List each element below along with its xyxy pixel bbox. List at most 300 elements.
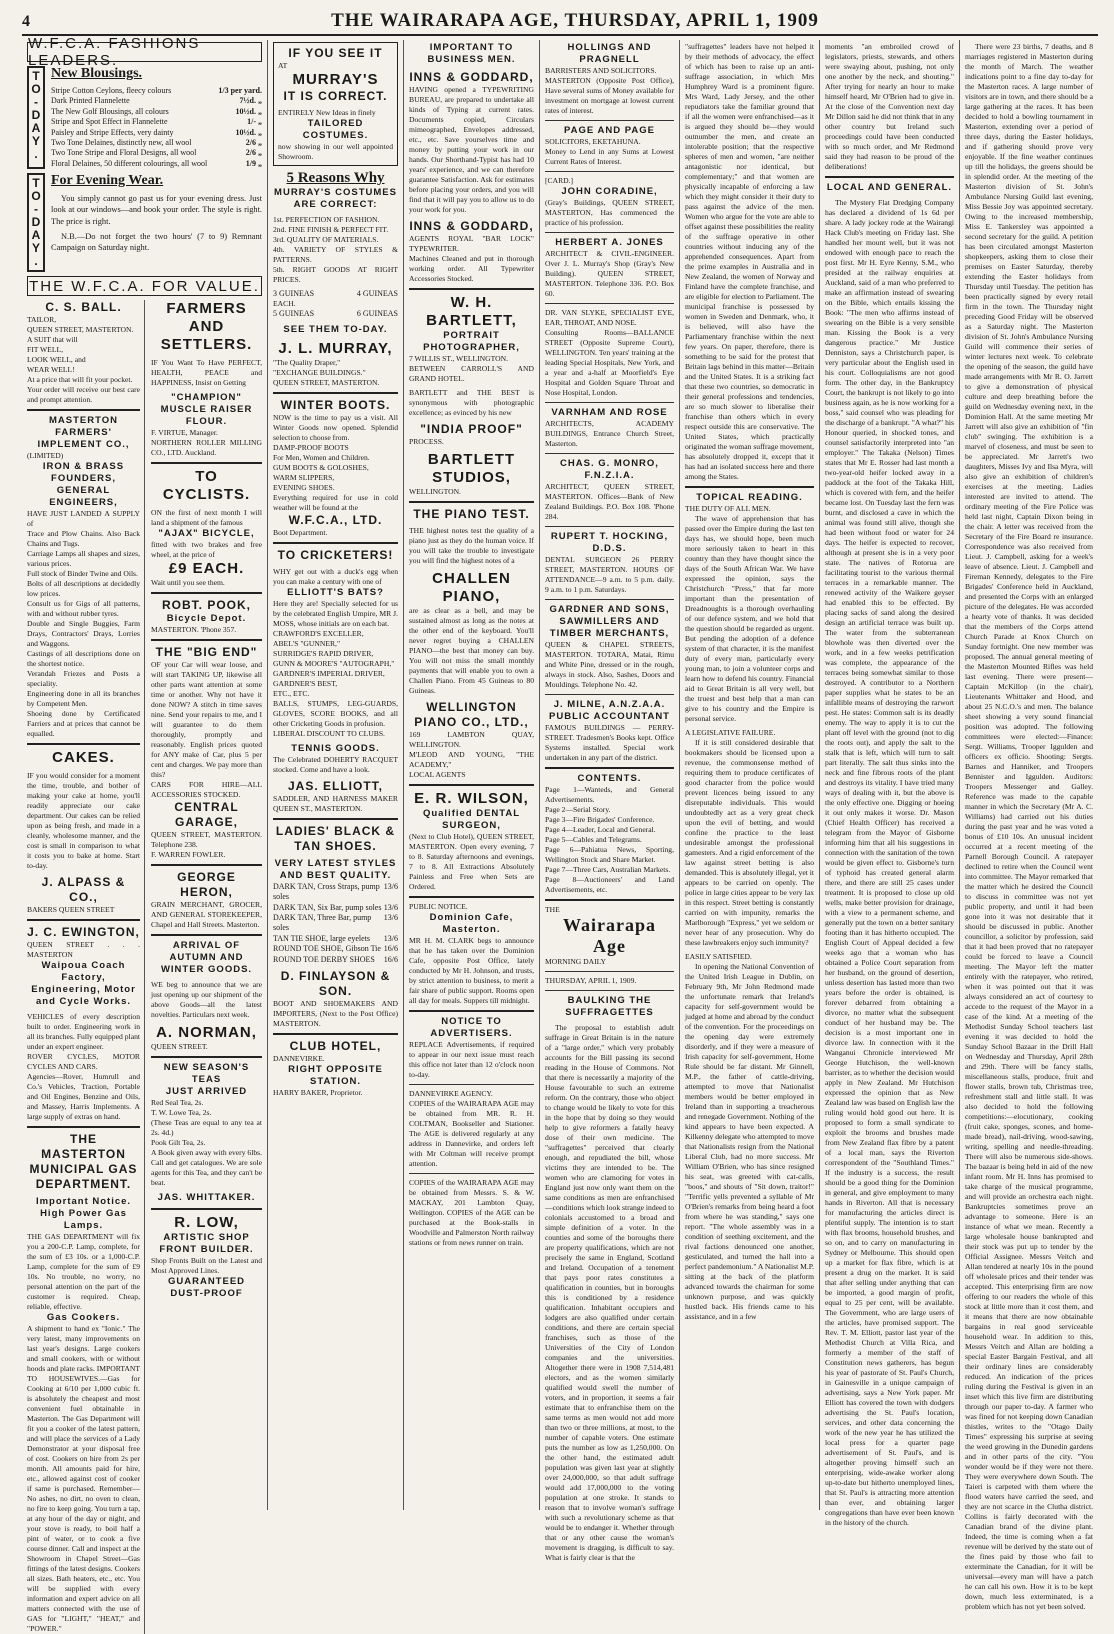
text-block: COPIES of the WAIRARAPA AGE may be obtained from Messrs. S. & W. MACKAY, 201 Lambton Quay, Wellington. COPIES of the AGE can be purchased at the Book-stalls in Woodville and Palmerston North railway stations or from news runner on train. xyxy=(409,1178,534,1247)
text-block: WE beg to announce that we are just opening up our shipment of the above Goods—all the latest novelties. Particulars next week. xyxy=(151,980,262,1020)
text-block: D xyxy=(31,108,41,122)
text-block: DANNEVIRKE. xyxy=(273,1054,325,1064)
text-block: Gas Cookers. xyxy=(46,1312,121,1324)
nb-text: N.B.—Do not forget the two hours' (7 to 9) Remnant Campaign on Saturday night. xyxy=(51,231,262,253)
divider xyxy=(545,171,674,172)
text-block: ARCHITECT, QUEEN STREET, MASTERTON. Offices—Bank of New Zealand Buildings. P.O. Box 108. 'Phone 284. xyxy=(545,482,674,521)
column-7 xyxy=(960,40,1098,1611)
divider xyxy=(685,486,814,488)
today-vertical xyxy=(27,66,45,169)
text-block: DARK TAN, Cross Straps, pump soles xyxy=(273,881,380,902)
text-block: 13/6 xyxy=(383,881,398,891)
text-block: Floral Delaines, 50 different colourings, all wool xyxy=(51,158,208,168)
text-block: GUARANTEED DUST-PROOF xyxy=(167,1276,246,1300)
text-block: 13/6 xyxy=(383,933,398,943)
text-block: £9 EACH. xyxy=(168,560,245,578)
text-block: 1/9 „ xyxy=(245,158,262,168)
leader-heading: BAULKING THE SUFFRAGETTES xyxy=(565,995,654,1018)
text-block: A SUIT that will xyxy=(27,335,78,345)
divider xyxy=(27,743,140,745)
text-block: The New Golf Blousings, all colours xyxy=(51,106,169,116)
text-block: "INDIA PROOF" xyxy=(420,422,523,436)
text-block: 5 GUINEAS xyxy=(273,309,315,319)
divider xyxy=(27,919,140,921)
teas-title: NEW SEASON'S TEAS xyxy=(163,1062,250,1086)
text-block: FIT WELL, xyxy=(27,345,63,355)
text-block: MURRAY'S COSTUMES ARE CORRECT: xyxy=(274,187,397,210)
divider xyxy=(409,1010,534,1012)
text-block: Page 2—Serial Story. xyxy=(545,805,611,814)
murray-name: J. L. MURRAY, xyxy=(278,339,393,357)
text-block: HAVE JUST LANDED A SUPPLY of xyxy=(27,509,140,529)
text-block: QUEEN STREET, MASTERTON. xyxy=(273,377,380,387)
text-block: DAMP-PROOF BOOTS xyxy=(273,442,349,452)
text-block: DR. VAN SLYKE, SPECIALIST EYE, EAR, THROAT, AND NOSE. xyxy=(545,308,674,327)
text-block: O xyxy=(31,82,41,96)
topical-heading: TOPICAL READING. xyxy=(696,492,803,503)
price-line xyxy=(51,128,262,138)
shoe-line xyxy=(273,955,398,965)
text-block: F. VIRTUE, Manager. xyxy=(151,428,218,438)
text-block: BOOT AND SHOEMAKERS AND IMPORTERS, (Next to the Post Office) MASTERTON. xyxy=(273,999,398,1029)
text-block: T. W. Lowe Tea, 2s. xyxy=(151,1108,212,1118)
divider xyxy=(151,462,262,464)
text-block: Y xyxy=(31,241,40,256)
text-block: Two Tone Delaines, distinctly new, all wool xyxy=(51,138,192,148)
cakes-title: CAKES. xyxy=(52,749,115,767)
text-block: Here they are! Specially selected for us by the celebrated English Umpire, MR J. MOSS, whose initials are on each bat. xyxy=(273,598,398,628)
divider xyxy=(825,176,954,178)
settlers-title: FARMERS AND SETTLERS. xyxy=(160,300,253,354)
text-block: ETC., ETC. xyxy=(273,688,310,698)
text-block: BARRISTERS AND SOLICITORS. xyxy=(545,66,657,75)
hollings-name: HOLLINGS AND PRAGNELL xyxy=(567,42,652,65)
text-block: CENTRAL GARAGE, xyxy=(174,800,239,830)
shoe-line xyxy=(273,882,398,903)
wilson-name: E. R. WILSON, xyxy=(414,790,529,807)
text-block: WELLINGTON. xyxy=(409,487,461,496)
ball-name: C. S. BALL. xyxy=(45,300,122,315)
text-block: GUNN & MOORE'S "AUTOGRAPH," xyxy=(273,658,395,668)
big-end-title: THE "BIG END" xyxy=(155,645,258,660)
text-block: 13/6 xyxy=(383,902,398,912)
text-block: Boot Department. xyxy=(273,527,328,537)
text-block: D xyxy=(31,215,41,230)
text-block: SOLICITORS, EKETAHUNA. xyxy=(545,137,641,146)
text-block: VERY LATEST STYLES AND BEST QUALITY. xyxy=(274,857,397,881)
text-block: 2/6 „ xyxy=(245,138,262,148)
divider xyxy=(273,392,398,394)
text-block: Consulting Rooms—BALLANCE STREET (Opposite Supreme Court), WELLINGTON. Ten years' training at the leading Special Hospitals, New York, and a year and a-half at Moorfield's Eye Hospital and Golden Square Throat and Nose Hospital, London. xyxy=(545,328,674,397)
paper-title: THE WAIRARAPA AGE, THURSDAY, APRIL 1, 1909 xyxy=(331,10,819,31)
reasons-title: 5 Reasons Why xyxy=(286,170,385,186)
text-block: Page 5—Cables and Telegrams. xyxy=(545,835,642,844)
text-block: REPLACE Advertisements, if required to appear in our next issue must reach this office not later than 12 o'clock noon to-day. xyxy=(409,1040,534,1079)
text-block: Consult us for Gigs of all patterns, with and without rubber tyres. xyxy=(27,599,140,619)
text-block: (These Teas are equal to any tea at 2s. 4d.) xyxy=(151,1118,262,1138)
text-block: ARCHITECTS, ACADEMY BUILDINGS, Entrance Church Street, Masterton. xyxy=(545,419,674,448)
text-block: MURRAY'S xyxy=(292,71,379,88)
divider xyxy=(545,303,674,304)
text-block: PROCESS. xyxy=(409,437,444,446)
column-2 xyxy=(268,40,404,1510)
text-block: Page 8—Auctioneers' and Land Advertisements, etc. xyxy=(545,875,674,894)
text-block: Double and Single Buggies, Farm Drays, Contractors' Drays, Lorries and Waggons. xyxy=(27,619,140,649)
text-block: IF you would consider for a moment the time, trouble, and bother of making your cake at home, you'll readily appreciate our cake department. Our cakes can be relied upon as being fresh, and made in a cleanly, wholesome manner, and the cost is small in comparison to what it costs you to bake at home. Start to-day. xyxy=(27,771,140,871)
notice-advertisers: NOTICE TO ADVERTISERS. xyxy=(430,1016,513,1039)
divider xyxy=(409,1084,534,1085)
text-block: At a price that will fit your pocket. xyxy=(27,375,133,385)
text-block: HARRY BAKER, Proprietor. xyxy=(273,1088,363,1098)
low-name: R. LOW, xyxy=(174,1214,239,1232)
shoe-line xyxy=(273,913,398,934)
blousings-ad xyxy=(27,66,262,169)
text-block: 6 GUINEAS xyxy=(356,309,398,319)
wfca-value-banner: THE W.F.C.A. FOR VALUE. xyxy=(27,276,262,296)
text-block: Page 7—Three Cars, Australian Markets. xyxy=(545,865,671,874)
text-block: Red Seal Tea, 2s. xyxy=(151,1098,204,1108)
text-block: 4th. VARIETY OF STYLES & PATTERNS. xyxy=(273,245,398,264)
finlayson-name: D. FINLAYSON & SON. xyxy=(280,969,391,999)
text-block: A shipment to hand ex "Ionic." The very latest, many improvements on last year's designs. Large cookers and small cookers, with or without hoods and plate racks. IMPORTANT TO HOUSEWIVES.—Gas for Cooking at 6/10 per 1,000 cubic ft. is absolutely the cheapest and most convenient fuel obtainable in Masterton. The Gas Department will fit you a cooker of the latest pattern, and will place the services of a Lady Demonstrator at your disposal free of cost. Cookers on hire from 2s per month. All amounts paid for hire, etc., allowed against cost of cooker if same is purchased. Remember—No ashes, no dirt, no oven to clean, no fire to keep going. You turn a tap, at any hour of the day or night, and your stove is ready, to boil half a pint of water, or to cook a five course dinner. Call and inspect at the Showroom in Chapel Street—Gas fittings of the latest designs. Cookers all sizes. Bath heaters, etc., etc. You will be supplied with every information and expert advice on all matters connected with the use of GAS for "LIGHT," "HEAT," and "POWER." xyxy=(27,1324,140,1634)
divider xyxy=(545,899,674,901)
divider xyxy=(151,1208,262,1210)
autumn-title: ARRIVAL OF AUTUMN AND WINTER GOODS. xyxy=(160,940,253,976)
text-block: Important Notice. xyxy=(35,1196,132,1208)
text-block: 3 GUINEAS xyxy=(273,289,315,298)
murray-ad xyxy=(273,42,398,166)
text-block: [CARD.] xyxy=(545,176,574,185)
divider xyxy=(151,934,262,936)
text-block: T xyxy=(32,176,40,191)
text-block: WEAR WELL! xyxy=(27,365,75,375)
text-block: (LIMITED) xyxy=(27,451,64,461)
text-block: Shoeing done by Certificated Farriers and at prices that cannot be equalled. xyxy=(27,709,140,739)
text-block: IRON & BRASS FOUNDERS, xyxy=(42,461,125,485)
divider xyxy=(273,818,398,820)
bartlett-studios: BARTLETT STUDIOS, xyxy=(427,451,516,486)
text-block: Your order will receive our best care and prompt attention. xyxy=(27,385,140,405)
text-block: Paisley and Stripe Effects, very dainty xyxy=(51,127,174,137)
local-general-heading: LOCAL AND GENERAL. xyxy=(826,182,953,193)
text-block: 2/6 „ xyxy=(245,148,262,158)
text-block: INNS & GODDARD, xyxy=(409,70,534,84)
text-block: Shop Fronts Built on the Latest and Most Approved Lines. xyxy=(151,1256,262,1276)
text-block: AT xyxy=(278,61,288,70)
leader-continued: "suffragettes" leaders have not helped it by their methods of advocacy, the effect of which has been to raise up an anti-suffrage association, in which Mrs Humphrey Ward is a prominent figure. Mrs Ward, Lady Jersey, and the other repudiators take the familiar ground that if all the women were enfranchised—as it is argued they should be—they would outnumber the men, and create an intolerable position; that the respective spheres of men and women, "are neither antagonistic nor identical, but complementary;" and that women are physically incapable of enforcing a law which they might consider it their duty to pass against the advice of the men. Women who argue for the vote are able to offset against these possibilities the reality of the suffrage operative in other countries without inducing any of the apprehended consequences. Apart from the prime examples in Australia and in New Zealand, the women of Norway and Finland have the complete franchise, and are eligible for election to Parliament. The municipal franchise is possessed by women in Sweden and Denmark, who, it is believed, will also have the Parliamentary franchise within the next few years. On paper, therefore, there is something to be said for the protest that Britain lags behind in this matter—Britain and the United States. It is a striking fact that these two countries, so democratic in their general professions and tendencies, are so much slower to liberalise their franchise than others which in every respect outside this are conservative. The United States, which practically originated the woman suffrage movement, has absolutely dropped it, except that it has had an isolated success here and there among the States. xyxy=(685,42,814,481)
divider xyxy=(409,288,534,290)
divider xyxy=(545,526,674,527)
divider xyxy=(545,767,674,769)
text-block: GARDNER AND SONS, SAWMILLERS AND TIMBER MERCHANTS, xyxy=(549,604,670,639)
wellington-piano: WELLINGTON PIANO CO., LTD., xyxy=(414,700,529,729)
text-block: RUPERT T. HOCKING, D.D.S. xyxy=(550,531,669,554)
text-block: CRAWFORD'S EXCELLER, xyxy=(273,628,364,638)
text-block: LIBERAL DISCOUNT TO CLUBS. xyxy=(273,728,385,738)
winter-boots-title: WINTER BOOTS. xyxy=(280,397,391,412)
text-block: BAKERS QUEEN STREET xyxy=(27,905,115,915)
shoe-line xyxy=(273,903,398,913)
divider xyxy=(409,896,534,898)
text-block: 5th. RIGHT GOODS AT RIGHT PRICES. xyxy=(273,265,398,284)
text-block: PAGE AND PAGE xyxy=(564,125,655,136)
text-block: BARTLETT and THE BEST is synonymous with photographic excellence; as evinced by his new xyxy=(409,388,534,417)
text-block: A xyxy=(31,121,41,135)
text-block: Stripe and Spot Effect in Flannelette xyxy=(51,117,168,127)
text-block: Trace and Plow Chains. Also Back Chains and Tugs. xyxy=(27,529,140,549)
divider xyxy=(545,971,674,972)
text-block: ENTIRELY New Ideas in finely xyxy=(278,108,376,117)
text-block: 1st. PERFECTION OF FASHION. xyxy=(273,215,380,224)
text-block: ARTISTIC SHOP FRONT BUILDER. xyxy=(159,1232,254,1256)
divider xyxy=(545,453,674,454)
text-block: IF YOU SEE IT xyxy=(288,46,383,60)
text-block: WHY get out with a duck's egg when you can make a century with one of xyxy=(273,566,398,586)
text-block: Wait until you see them. xyxy=(151,578,225,588)
pook-name: ROBT. POOK, xyxy=(161,598,251,613)
text-block: "AJAX" BICYCLE, xyxy=(158,528,255,540)
text-block: The Celebrated DOHERTY RACQUET stocked. Come and have a look. xyxy=(273,754,398,774)
text-block: JUST ARRIVED xyxy=(165,1086,248,1098)
text-block: 7 WILLIS ST., WELLINGTON. xyxy=(409,354,508,363)
text-block: Engineering done in all its branches by Competent Men. xyxy=(27,689,140,709)
text-block: JAS. WHITTAKER. xyxy=(157,1192,256,1204)
text-block: "EXCHANGE BUILDINGS." xyxy=(273,367,366,377)
text-block: EVENING SHOES. xyxy=(273,482,335,492)
text-block: . xyxy=(34,254,38,269)
text-block: Castings of all descriptions done on the shortest notice. xyxy=(27,649,140,669)
text-block: Waipoua Coach Factory, Engineering, Motor and Cycle Works. xyxy=(31,960,136,1008)
gas-title: THE MASTERTON MUNICIPAL GAS DEPARTMENT. xyxy=(29,1132,138,1192)
text-block: THE DUTY OF ALL MEN. xyxy=(685,504,771,513)
text-block: Full stock of Binder Twine and Oils. xyxy=(27,569,138,579)
divider xyxy=(273,542,398,544)
divider xyxy=(151,592,262,594)
price-line xyxy=(51,117,262,127)
text-block: Qualified DENTAL SURGEON, xyxy=(422,808,521,831)
shoe-line xyxy=(273,944,398,954)
text-block: QUEEN STREET, MASTERTON. xyxy=(27,325,134,335)
contents-title: CONTENTS. xyxy=(577,773,642,784)
text-block: MASTERTON. 'Phone 357. xyxy=(151,625,237,635)
text-block: M'LEOD AND YOUNG, "THE ACADEMY," xyxy=(409,750,534,769)
text-block: Two Tone Stripe and Floral Designs, all wool xyxy=(51,148,197,158)
text-block: DARK TAN, Six Bar, pump soles xyxy=(273,902,382,912)
text-block: Carriage Lamps all shapes and sizes, various prices. xyxy=(27,549,140,569)
text-block: fitted with two brakes and free wheel, at the price of xyxy=(151,540,262,560)
text-block: 1/- „ xyxy=(247,117,262,127)
text-block: GARDNER'S IMPERIAL DRIVER, xyxy=(273,668,385,678)
column-3 xyxy=(404,40,540,1510)
evening-wear-heading: For Evening Wear. xyxy=(51,173,164,189)
cyclists-title: TO CYCLISTS. xyxy=(162,468,251,504)
text-block: are as clear as a bell, and may be sustained almost as long as the notes at the other end of the keyboard. You'll never regret buying a CHALLEN PIANO—the best that money can buy. You will not miss the small monthly payments that will enable you to own a Challen Piano. From 45 Guineas to 80 Guineas. xyxy=(409,606,534,695)
text-block: PUBLIC ACCOUNTANT xyxy=(549,711,670,722)
text-block: DARK TAN, Three Bar, pump soles xyxy=(273,913,372,933)
text-block: ABEL'S "GUNNER," xyxy=(273,638,341,648)
text-block: FAMOUS BUILDINGS — PERRY-STREET. Tradesmen's Books kept. Office Systems installed. Special work undertaken in any part of the district. xyxy=(545,723,674,762)
wfca-banner: W.F.C.A. FASHIONS LEADERS. xyxy=(27,42,262,62)
text-block: QUEEN & CHAPEL STREETS, MASTERTON. TOTARA, Matai, Rimu and White Pine, dressed or in the rough, always in stock. Also, Sashes, Doors and Mouldings. Telephone No. 42. xyxy=(545,640,674,689)
price-line xyxy=(51,107,262,117)
text-block: DENTAL SURGEON 26 PERRY STREET, MASTERTON. HOURS OF ATTENDANCE—9 a.m. to 5 p.m. daily. 9 a.m. to 1 p.m. Saturdays. xyxy=(545,555,674,594)
text-block: THE highest notes test the quality of a piano just as they do the human voice. If you will take the trouble to investigate you will find the highest notes of a xyxy=(409,526,534,565)
text-block: 13/6 xyxy=(383,913,398,923)
text-block: T xyxy=(32,69,40,83)
text-block: 10½d. „ xyxy=(235,106,262,116)
text-block: SADDLER, AND HARNESS MAKER QUEEN ST., MASTERTON. xyxy=(273,793,398,813)
text-block: Pook Gilt Tea, 2s. xyxy=(151,1138,206,1148)
masthead xyxy=(22,10,1098,36)
heron-name: GEORGE HERON, xyxy=(177,870,236,900)
leader-text: The proposal to establish adult suffrage in Great Britain is in the nature of a "large order," which very probably accounts for the Bill passing its second reading in the House of Commons. Not that there is necessarily a majority of the House favourable to such an extreme reform. On the contrary, those who object to change would be likely to vote for this in the hope that by doing so they would help to give reformers a fatally heavy dose of their own medicine. The "suffragettes" perceived that clearly enough, and repudiated the bill, whose victims they are intended to be. The women who are clamoring for votes in England just now only want them on the same conditions as men are enfranchised—conditions which look strange indeed to colonials accustomed to a broad and simple definition of a voter. In the counties and some of the boroughs there are property qualifications, which are not precisely the same in England, Scotland and Ireland. Occupation of a tenement that pays poor rates constitutes a qualification in counties, but in boroughs this is conditioned by a residence qualification. Inhabitant occupiers and lodgers are also qualified under certain conditions, and there are certain special franchises, such as those of the Universities of the City of London companies and the universities. Altogether there were in 1908 7,514,481 electors, and as the women similarly qualified would swell the number of voters, and in proportion, it seems a fair estimate that to enfranchise them on the same terms as men would not add more than two or three millions, at most, to the number of capable voters. One estimate puts the number as low as 1,250,000. On the other hand, the estimated adult population was given last year at slightly over 24,000,000, so that adult suffrage would add 17,000,000 to the voting population at one stroke. It stands to reason that to involve woman's suffrage with such a revolutionary scheme as that would be to endanger it. Whether through that or any other cause the woman's movement is dragging, is difficult to say. What is fairly clear is that the xyxy=(545,1023,674,1562)
text-block: BETWEEN CARROLL'S AND GRAND HOTEL. xyxy=(409,364,534,383)
text-block: TAILORED COSTUMES. xyxy=(302,118,369,141)
alpass-name: J. ALPASS & CO., xyxy=(41,875,126,905)
column-1 xyxy=(22,35,268,1634)
text-block: For Men, Women and Children. xyxy=(273,452,370,462)
divider xyxy=(409,1173,534,1174)
text-block: CHAS. G. MONRO, F.N.Z.I.A. xyxy=(560,458,659,481)
text-block: The wave of apprehension that has passed over the Empire during the last ten days has, we should hope, been much more seriously taken to heart in this country than they have thought since the days of the South African War. We have expressed the opinion, says the Christchurch "Press," that far more important than the presentation of Dreadnoughts is a thorough overhauling of our defence system, and we hold that the question should be regarded as urgent. But pending the adoption of a defence system of that character, it is the manifest duty of every man, particularly every young man, to join a volunteer corps and learn how to defend his country. Financial aid to Great Britain is all very well, but the truest and best help that a man can give to his country and the Empire is personal service. xyxy=(685,514,814,723)
local-news-continued: There were 23 births, 7 deaths, and 8 marriages registered in Masterton during the month of March. The weather indications point to a fine day to-day for the Masterton races. A large number of visitors are in town, and there should be a large gathering at the races. It has been decided to hold a bowling tournament in Masterton, extending over a period of three days, during the Easter holidays, and if gathering should prove very enjoyable. If the fine weather continues up till the holidays, the greens should be in splendid order. At the meeting of the Masterton division of St. John's Ambulance Nursing Guild last evening, Miss Bessie Joy was appointed secretary. Owing to the increased membership, Miss E. Tankersley was appointed a second secretary for the guild. A petition has been circulated amongst Masterton shopkeepers, asking them to close their premises on Easter Saturday, thereby extending the Easter holidays from Thursday until Tuesday. The petition has been practically signed by every retail firm in the town. The Thursday night preceding Good Friday will be observed as a Saturday night. The Masterton division of St. John's Ambulance Nursing Guild will commence their series of winter lectures next week. To celebrate the opening of the season, the guild have made arrangements with Mr R. O. Jarrett to give a demonstration of physical culture and deep breathing before the guild on Wednesday evening next, in the Dominion Hall. At the same meeting Mr Jarrett will also give an exhibition of "fin club" swinging. The exhibition is a marvel of closeness, and must be seen to be appreciated. Mr Jarrett's two daughters, Misses Ivy and Ilsa Myra, will also give an exhibition of children's exercises at the meeting. Ladies interested are invited to attend. The ordinary meeting of the Fire Police was held last night, Captain Dixon being in the chair. A letter was received from the Secretary of the Fire Board re insurance. Correspondence was also received from Lieut. J. Campbell, asking for a week's leave of absence. Lieut. J. Campbell and Fireman Kennedy, delegates to the Fire Brigades' Conference held in Auckland, and presented the Corps with an enlarged picture of the delegates. He was accorded a hearty vote of thanks. It was decided that the members of the Corps attend Church Parade at Knox Church on Sunday fortnight. One new member was proposed. The annual general meeting of the Masterton Mounted Rifles was held last evening. There were present—Captain McKillop (in the chair), Lieutenants Whittaker and Hood, and about 25 N.C.O.'s and men. The balance sheet showing a very sound financial position was adopted. The following committees were elected:—Finance: Sergt. Williams, Trooper Iggulden and officers ex officio. Shooting: Sergts. Barnes and Hanniker, and Troopers Bennister and Iggulden. Auditors: Troopers Messenger and Galley. Reference was made to the capable manner in which the Secretary (Mr A. C. Williams) had carried out his duties during the past year and he was voted a bonus of £10 10s. An unusual incident occurred at a recent meeting of the Parnell Borough Council. A ratepayer declined to retire when the Council went into committee. The Mayor remarked that the matter which he desired the Council to discuss in committee was not yet public property, and until it had been gone into it was not desirable that it should be discussed in public. Another councillor, a solicitor by profession, said that it had been proved that no ratepayer could be forced to leave a Council meeting. The Mayor left the matter entirely with the ratepayer, who retired, when it was pointed out that it was always considered an act of courtesy to accede to the request of the Mayor in a case of the kind. At a meeting of the Methodist Sunday School teachers last evening it was decided to hold the Sunday School Bazaar in the Drill Hall on Wednesday and Thursday, April 28th and 29th. There will be fancy stalls, miscellaneous stalls, produce, fruit and flower stalls, brown tub, Christmas tree, refreshment stall and little stall. It was also decided to hold the following competitions:—elocutionary, cooking (fruit cake, sponges, scones, and home-made bread), nail-driving, wood-sawing, writing, spelling and needle-threading. There will also be numerous side-shows. The bazaar is being held in aid of the new infant room. Mr H. Inns has promised to take charge of the musical programme, and will provide an orchestra each night. Bankruptcies sometimes prove an advantage to someone. Here is an instance of what we mean. Recently a large wholesale house bankrupted and their stock was put up to tender by the Official Assignee. Messrs Veitch and Allan tendered at nearly 10s in the pound off wholesale prices and their tender was accepted. This enterprising firm are now offering to our readers the whole of this stock at little more than it cost them, and it means that there are now obtainable bargains in real good serviceable household wear. In addition to this, Messrs Veitch and Allan are holding a special Easter Bargain Festival, and all their ordinary lines are considerably reduced. An indication of the prices ruling during the Festival is given in an inset which this live firm are distributing through our paper to-day. A farmer who was fined for not keeping down Canadian thistles, writes to the "Otago Daily Times" expressing his surprise at seeing the weed growing in the Dunedin gardens and in other parts of the city. "You wonder would be if they were not there. They were everywhere down South. The Taieri is carpeted with them where the flood waters have carried the seed, and they are not scarce in the Clutha district. Collins is fairly decorated with the Canadian brand of the divine plant. Indeed, the time is coming when a fat revenue will be derived by the state out of the fines paid by those who fail to exterminate the Canadian, for it will be universal—every man will have a patch he can call his own. How it is to be kept down, much less exterminated, is a problem which has not yet been solved. xyxy=(965,42,1093,1611)
text-block: Bicycle Depot. xyxy=(166,613,247,625)
price-line xyxy=(51,159,262,169)
text-block: THE GAS DEPARTMENT will fix you a 200-C.P. Lamp, complete, for the sum of £3 10s. or a 1,000-C.P. Lamp, complete for the sum of £9 10s. No trouble, no worry, no personal attention on the part of the customer is required. Cheap, reliable, effective. xyxy=(27,1232,140,1312)
divider xyxy=(151,864,262,866)
text-block: PORTRAIT PHOTOGRAPHER, xyxy=(423,330,520,353)
text-block: CARS FOR HIRE—ALL ACCESSORIES STOCKED. xyxy=(151,780,262,800)
text-block: WARM SLIPPERS, xyxy=(273,472,335,482)
divider xyxy=(409,501,534,503)
text-block: NORTHERN ROLLER MILLING CO., LTD. Auckland. xyxy=(151,438,262,458)
text-block: ON the first of next month I will land a shipment of the famous xyxy=(151,508,262,528)
text-block: ARCHITECT & CIVIL-ENGINEER. Over J. L. Murray's Shop (Gray's New Building). QUEEN STREET, MASTERTON. Telephone 336. P.O. Box 60. xyxy=(545,249,674,298)
text-block: ELLIOTT'S BATS? xyxy=(287,586,384,598)
text-block: QUEEN STREET. xyxy=(151,1042,208,1052)
text-block: SURRIDGE'S RAPID DRIVER, xyxy=(273,648,374,658)
price-line xyxy=(51,96,262,106)
text-block: 7½d. „ xyxy=(239,96,262,106)
divider xyxy=(545,694,674,695)
text-block: Page 1—Wanteds, and General Advertisements. xyxy=(545,785,674,804)
shoe-line xyxy=(273,934,398,944)
text-block: AGENTS ROYAL "BAR LOCK" TYPEWRITER. xyxy=(409,234,534,253)
text-block: 2nd. FINE FINISH & PERFECT FIT. xyxy=(273,225,389,234)
ladies-shoes-title: LADIES' BLACK & TAN SHOES. xyxy=(275,823,396,853)
text-block: Stripe Cotton Ceylons, fleecy colours xyxy=(51,86,172,95)
text-block: HERBERT A. JONES xyxy=(555,237,664,248)
text-block: COPIES of the WAIRARAPA AGE may be obtained from MR. R. H. COLTMAN, Bookseller and Stationer. The AGE is delivered regularly at any address in Dannevirke, and orders left with Mr Coltman will receive prompt attention. xyxy=(409,1099,534,1168)
text-block: Money to Lend in any Sums at Lowest Current Rates of Interest. xyxy=(545,147,674,166)
dominion-cafe: Dominion Cafe, Masterton. xyxy=(429,912,514,935)
business-title: IMPORTANT TO BUSINESS MEN. xyxy=(427,42,516,65)
text-block: A LEGISLATIVE FAILURE. xyxy=(685,728,776,737)
text-block: ROUND TOE SHOE, Gibson Tie xyxy=(273,944,381,954)
evening-wear-text: You simply cannot go past us for your evening dress. Just look at our windows—and book your order. The style is right. The price is right. xyxy=(51,194,262,226)
text-block: F. WARREN FOWLER. xyxy=(151,850,226,860)
text-block: TAILOR, xyxy=(27,315,57,325)
club-hotel-name: CLUB HOTEL, xyxy=(289,1039,382,1054)
text-block: The Mystery Flat Dredging Company has declared a dividend of 1s 6d per share. A lady jockey rode at the Wairangi Hack Club's meeting on Friday last. She handled her mount well, but it was not endowed with enough pace to reach the post first. Mr H. Eyre Kenny, S.M., who presided at the railway enquiries at Auckland, said of a man who preferred to make an affirmation instead of swearing on the Bible, which entails kissing the Book: "The men who affirms instead of swearing on the Bible is a very sensible man. Kissing the Book is a very dangerous practice." Mr Justice Denniston, says a Christchurch paper, is very particular about the English used in his court. Colloquialisms are not good form. The other day, in the Bankruptcy Court, the bankrupt is not likely to go into business again, as he is now working for a boss," said counsel who was pleading for the discharge of a bankrupt. "A what?" his Honour queried, in shocked tones, and counsel satisfactorily interpreted into "an employer." The Takaka (Nelson) Times states that Mr E. Rosser had last month a two-year-old heifer locked away in a paddock at the foot of the Takaka Hill, which is covered with fern, and the heifer became lost. On Tuesday last the fern was burnt, and disclosed a cave in which the animal was found still alive, though she had been without food or water for 24 days. The heifer is expected to recover, although at present she is in a very poor state. The natives of Rotorua are facilitating tourist to the various thermal terraces in a remarkable manner. The renewed activity of the Waikere geyser had enabled this to be effected. By placing sacks of sand along the desired design an artificial terrace was built up. The water from the subterranean blowhole was then diverted over the work, and in a few weeks petrification was complete, the appearance of the terraces being somewhat similar to those destroyed. A contributor to a Northern paper supplies what he states to be an infallible means of destroying the rarwort pest. He states: Common salt is its deadly enemy. The way to apply it is to cut the plant off level with the ground (not to dig the roots out), and apply the salt to the stalk that is left, which will turn to salt part literally. The salt thus sinks into the neck and fine fibrous roots of the plant and destroys its vitality. I have tried many ways of dealing with it, but the above is the only effective one. Digging or hoeing it out only makes it worse. Dr. Mason (Chief Health Officer) has received a telegram from the Mayor of Gisborne informing him that all his suggestions in connection with the sanitation of the town would be given effect to. Gisborne's turn of typhoid has created general alarm there, and there are still 25 cases under treatment. It is proposed to close up old wells, make better provision for drainage, with a view to a permanent scheme, and generally put the town on a better sanitary footing than it has hitherto occupied. The English Court of Appeal decided a few weeks ago that a woman who has obtained a Police Court separation from her husband, on the ground of desertion, unless desertion has lasted more than two years before the order is obtained, is forever debarred from obtaining a divorce, no matter what the subsequent conduct of her husband may be. The decision is a most important one in divorce law. In connection with it the Wanganui Chronicle interviewed Mr George Hutchison, the well-known barrister, as to whether the decision would apply in New Zealand. Mr Hutchison expressed the opinion that as New Zealand law was based on English law the ruling would hold good out here. It is proposed to form a small syndicate to exploit the brooms and brushes made from New Zealand flax fibre by a patent of a local man, says the Riverton correspondent of the "Southland Times." If the industry is a success, the result should be a good thing for the Dominion in general, and give employment to many hands in Riverton. All that is necessary for manufacturing the articles direct is plentiful supply. The intention is to start with flax brooms, household brushes, and so on, and to carry on manufacturing in Sydney or Melbourne. This should open up a market for flax fibre, which is at present a drug on the market. It is said that after selling under anything that can be imported, a good margin of profit, equal to 25 per cent, will be available. The Government, who are large users of the articles, have promised support. The Rev. T. M. Elliott, pastor last year of the Methodist Church at Villa Rica, and formerly a member of the staff of Constitution news gatherers, has begun his year of pastorate of St. Paul's Church, in Gainesville in a unique campaign of advertising, says a New York paper. Mr Elliott has covered the town with dodgers advertising the St. Paul's location, services, and other data concerning the work of the new year he has utilized the local press for a quarter page advertisement of St. Paul's, and is altogether proving himself such an enterprising, wide-awake worker along up-to-date but hitherto unemployed lines, that St. Paul's is attracting more attention than ever, and obtaining larger congregations than have ever been known in the history of the church. xyxy=(825,198,954,1527)
divider xyxy=(151,639,262,641)
text-block: VARNHAM AND ROSE xyxy=(551,407,668,418)
text-block: J. MILNE, A.N.Z.A.A. xyxy=(553,699,666,710)
elliott-name: JAS. ELLIOTT, xyxy=(287,778,383,793)
text-block: RIGHT OPPOSITE STATION. xyxy=(288,1064,383,1088)
text-block: In opening the National Convention of the United Irish League in Dublin, on February 9th, Mr John Redmond made the unfortunate remark that Ireland's capacity for self-government would be judged at home and abroad by the conduct of the convention. For the proceedings on the opening day were extremely disorderly, and if they were a measure of Irish capacity for self-government, Home Rule should be far distant. Mr Ginnell, M.P., the father of cattle-driving, attempted to move that Nationalist members would be better employed in Ireland than in supporting a treacherous and renegade Government. Nothing of the kind appears to have been expected. A Kilkenny delegate who attempted to move that Nationalists resign from the National Liberal Club, had no more success. Mr William O'Brien, who has since resigned his seat, was greeted with cat-calls, "boos," and shouts of "Sit down, traitor!" "Terrific yells prevented a syllable of Mr O'Brien's remarks from being heard a foot from where he was standing," says one report. "The whole assembly was in a condition of seething excitement, and the rival factions denounced one another, gesticulated, and turned the hall into a perfect pandemonium." A Nationalist M.P. sitting at the back of the platform advanced towards the chairman for some unknown purpose, and was quickly hustled back. His friends came to his assistance, and in a few xyxy=(685,962,815,1321)
text-block: W.F.C.A., LTD. xyxy=(288,512,383,527)
text-block: O xyxy=(31,189,41,204)
text-block: ROUND TOE DERBY SHOES xyxy=(273,954,375,964)
text-block: IT IS CORRECT. xyxy=(283,89,388,103)
text-block: SEE THEM TO-DAY. xyxy=(283,323,388,335)
text-block: BALLS, STUMPS, LEG-GUARDS, GLOVES, SCORE BOOKS, and all other Cricketing Goods in profusion. xyxy=(273,698,398,728)
divider xyxy=(545,599,674,600)
text-block: VEHICLES of every description built to order. Engineering work in all its branches. Fully equipped plant under an expert engineer. xyxy=(27,1012,140,1052)
divider xyxy=(409,784,534,786)
text-block: LOCAL AGENTS xyxy=(409,770,466,779)
text-block: 4 GUINEAS xyxy=(356,289,398,298)
text-block: TAN TIE SHOE, large eyelets xyxy=(273,933,371,943)
text-block: Page 6—Pahiatua News, Sporting, Wellington Stock and Share Market. xyxy=(545,845,674,864)
issue-date: THURSDAY, APRIL 1, 1909. xyxy=(545,976,637,985)
text-block: - xyxy=(34,202,38,217)
text-block: "The Quality Draper," xyxy=(273,357,341,367)
text-block: GRAIN MERCHANT, GROCER, AND GENERAL STOREKEEPER, Chapel and Hall Streets. Masterton. xyxy=(151,900,262,930)
text-block: OF your Car will wear loose, and will start TAKING UP, likewise all other parts want attention at some time or another. Why not have it done NOW? A stitch in time saves nine. Send your repairs to me, and I will guarantee to do them thoroughly, promptly and reasonably. English prices quoted for ANY make of Car, plus 5 per cent and charges. We pay more than this? xyxy=(151,660,262,780)
challen-piano: CHALLEN PIANO, xyxy=(432,570,511,605)
col1-left-sub xyxy=(27,300,145,1634)
divider xyxy=(27,1126,140,1128)
text-block: THE xyxy=(545,905,560,914)
column-5 xyxy=(680,40,820,1510)
text-block: (Next to Club Hotel), QUEEN STREET, MASTERTON. Open every evening, 7 to 8. Saturday afternoons and evenings, 7 to 8. All Extractions Absolutely Painless and Free when Sets are Ordered. xyxy=(409,832,534,891)
piano-test-title: THE PIANO TEST. xyxy=(413,507,530,521)
cricketers-title: TO CRICKETERS! xyxy=(277,547,394,562)
text-block: A xyxy=(31,228,41,243)
text-block: Machines Cleaned and put in thorough working order. All Typewriter Accessories Stocked. xyxy=(409,254,534,283)
text-block: 10½d. „ xyxy=(235,127,262,137)
divider xyxy=(545,232,674,233)
text-block: HAVING opened a TYPEWRITING BUREAU, are prepared to undertake all kinds of Typing at current rates. Documents copied, Circulars mimeographed, Envelopes addressed, etc., etc. Save yourselves time and money by putting your work in our hands. Our Shorthand-Typist has had 10 years' experience, and we can therefore guarantee Satisfaction. Ask for estimates before placing your orders, and you will find that it will pay you to allow us to do your work for you. xyxy=(409,85,534,214)
divider xyxy=(545,990,674,991)
text-block: MORNING DAILY xyxy=(545,957,607,966)
text-block: moments "an embroiled crowd of legislators, priests, stewards, and others were swaying about, pushing, not only one another by the neck, and shouting." After trying for nearly an hour to make himself heard, Mr O'Brien had to give in. At the close of the Convention next day Mr Dillon said he did not think that in any other country but Ireland such proceedings could have been conducted with so much order, and Mr Redmond said they had reason to be proud of the deliberations! xyxy=(825,42,954,171)
text-block: Page 4—Leader, Local and General. xyxy=(545,825,656,834)
text-block: GENERAL ENGINEERS, xyxy=(49,485,118,509)
divider xyxy=(273,1033,398,1035)
divider xyxy=(151,1056,262,1058)
new-blousings-heading: New Blousings. xyxy=(51,66,143,81)
nameplate: Wairarapa Age xyxy=(563,915,656,956)
text-block: LOOK WELL, and xyxy=(27,355,86,365)
text-block: Dark Printed Flannelette xyxy=(51,96,130,106)
text-block: Bolts of all descriptions at decidedly low prices. xyxy=(27,579,140,599)
bartlett-name: W. H. BARTLETT, xyxy=(426,294,517,329)
text-block: IF You Want To Have PERFECT, HEALTH, PEACE and HAPPINESS, Insist on Getting xyxy=(151,358,262,388)
farmers-implement-title: MASTERTON FARMERS' IMPLEMENT CO., xyxy=(37,415,130,451)
text-block: now showing in our well appointed Showroom. xyxy=(278,142,393,161)
price-line xyxy=(51,148,262,158)
divider xyxy=(545,402,674,403)
text-block: - xyxy=(34,95,38,109)
text-block: Everything required for use in cold weather will be found at the xyxy=(273,492,398,512)
text-block: QUEEN STREET . . . MASTERTON xyxy=(27,940,140,960)
text-block: "CHAMPION" MUSCLE RAISER FLOUR. xyxy=(160,392,253,428)
text-block: 16/6 xyxy=(383,954,398,964)
text-block: GUM BOOTS & GOLOSHES, xyxy=(273,462,369,472)
